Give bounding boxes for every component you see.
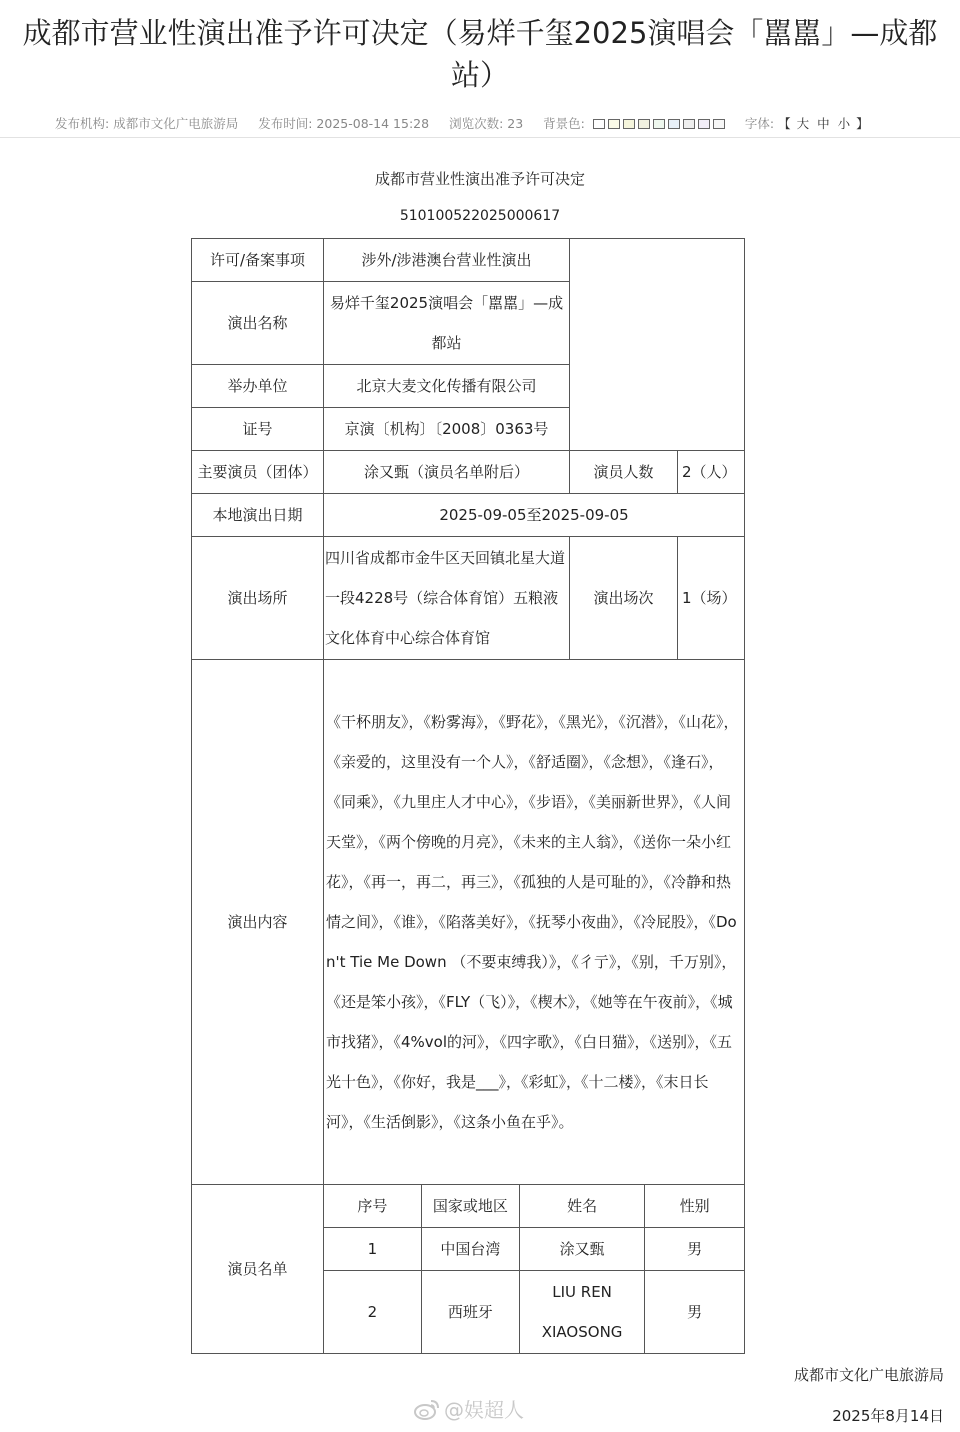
license-label: 证号 [192, 408, 324, 451]
views-label: 浏览次数: [449, 115, 504, 131]
font-large-link[interactable]: 大 [796, 115, 810, 131]
bg-swatch[interactable] [608, 119, 620, 129]
item-label: 许可/备案事项 [192, 239, 324, 282]
header-no: 序号 [324, 1185, 421, 1228]
organizer-label: 举办单位 [192, 365, 324, 408]
font-small-link[interactable]: 小 [837, 115, 851, 131]
bg-swatches [593, 119, 725, 129]
page-title: 成都市营业性演出准予许可决定（易烊千玺2025演唱会「嚚嚚」—成都站） [22, 16, 938, 92]
bg-swatch[interactable] [713, 119, 725, 129]
blank-cell [570, 239, 745, 451]
header-gender: 性别 [645, 1185, 744, 1228]
bg-swatch[interactable] [683, 119, 695, 129]
member-region: 中国台湾 [421, 1228, 519, 1271]
weibo-icon [414, 1398, 440, 1420]
license-value: 京演〔机构〕〔2008〕0363号 [324, 408, 570, 451]
organizer-value: 北京大麦文化传播有限公司 [324, 365, 570, 408]
views-value: 23 [507, 115, 524, 131]
content-label: 演出内容 [192, 660, 324, 1185]
bg-swatch[interactable] [593, 119, 605, 129]
bg-swatch[interactable] [698, 119, 710, 129]
header-name: 姓名 [519, 1185, 644, 1228]
member-gender: 男 [645, 1271, 744, 1353]
header-region: 国家或地区 [421, 1185, 519, 1228]
performers-label: 主要演员（团体） [192, 451, 324, 494]
bg-label: 背景色: [543, 115, 585, 131]
bg-swatch[interactable] [653, 119, 665, 129]
view-count [449, 114, 523, 132]
content-value: 《干杯朋友》，《粉雾海》，《野花》，《黑光》，《沉潜》，《山花》，《亲爱的，这里没有一个人》，《舒适圈》，《念想》，《逢石》，《同乘》，《九里庄人才中心》，《步语》，《美丽新世界》，《人间天堂》，《两个傍晚的月亮》，《未来的主人翁》，《送你一朵小红花》，《再一，再二，再三》，《孤独的人是可耻的》，《冷静和热情之间》，《谁》，《陷落美好》，《抚琴小夜曲》，《冷屁股》，《Don't Tie Me Down （不要束缚我）》，《彳亍》，《别，千万别》，《还是笨小孩》，《FLY（飞）》，《楔木》，《她等在午夜前》，《城市找猪》，《4%vol的河》，《四字歌》，《白日猫》，《送别》，《五光十色》，《你好，我是___》，《彩虹》，《十二楼》，《末日长河》，《生活倒影》，《这条小鱼在乎》。 [324, 660, 745, 1185]
permit-table [191, 238, 745, 1354]
member-no: 1 [324, 1228, 421, 1271]
font-bracket-close: 】 [856, 115, 869, 131]
performers-value: 涂又甄（演员名单附后） [324, 451, 570, 494]
weibo-watermark [414, 1394, 524, 1423]
time-value: 2025-08-14 15:28 [316, 115, 430, 131]
watermark-text: @娱超人 [444, 1398, 524, 1422]
member-name: LIU REN XIAOSONG [519, 1271, 644, 1353]
date-value: 2025-09-05至2025-09-05 [324, 494, 745, 537]
member-gender: 男 [645, 1228, 744, 1271]
issuer-signature: 成都市文化广电旅游局 [793, 1366, 944, 1384]
name-value: 易烊千玺2025演唱会「嚚嚚」—成都站 [324, 282, 570, 365]
publish-time [258, 114, 429, 132]
name-label: 演出名称 [192, 282, 324, 365]
meta-bar [0, 108, 960, 138]
bg-swatch[interactable] [668, 119, 680, 129]
font-label: 字体: [744, 115, 775, 131]
publisher-value: 成都市文化广电旅游局 [113, 115, 239, 131]
font-size-switch [745, 114, 869, 132]
document-number: 510100522025000617 [399, 208, 561, 224]
background-color-picker [543, 114, 725, 132]
item-value: 涉外/涉港澳台营业性演出 [324, 239, 570, 282]
members-label: 演员名单 [192, 1185, 324, 1354]
count-label: 演员人数 [570, 451, 678, 494]
time-label: 发布时间: [258, 115, 313, 131]
venue-value: 四川省成都市金牛区天回镇北星大道一段4228号（综合体育馆）五粮液文化体育中心综合体育馆 [324, 537, 570, 660]
member-name: 涂又甄 [519, 1228, 644, 1271]
bg-swatch[interactable] [623, 119, 635, 129]
publisher-info [55, 114, 238, 132]
publisher-label: 发布机构: [55, 115, 110, 131]
sessions-label: 演出场次 [570, 537, 678, 660]
members-cell [324, 1185, 745, 1354]
issue-date: 2025年8月14日 [832, 1407, 944, 1425]
document-heading: 成都市营业性演出准予许可决定 [374, 170, 585, 188]
sessions-value: 1（场） [678, 537, 745, 660]
font-bracket-open: 【 [778, 115, 791, 131]
member-no: 2 [324, 1271, 421, 1353]
font-medium-link[interactable]: 中 [817, 115, 830, 131]
members-table [324, 1185, 744, 1353]
count-value: 2（人） [678, 451, 745, 494]
venue-label: 演出场所 [192, 537, 324, 660]
member-region: 西班牙 [421, 1271, 519, 1353]
bg-swatch[interactable] [638, 119, 650, 129]
date-label: 本地演出日期 [192, 494, 324, 537]
